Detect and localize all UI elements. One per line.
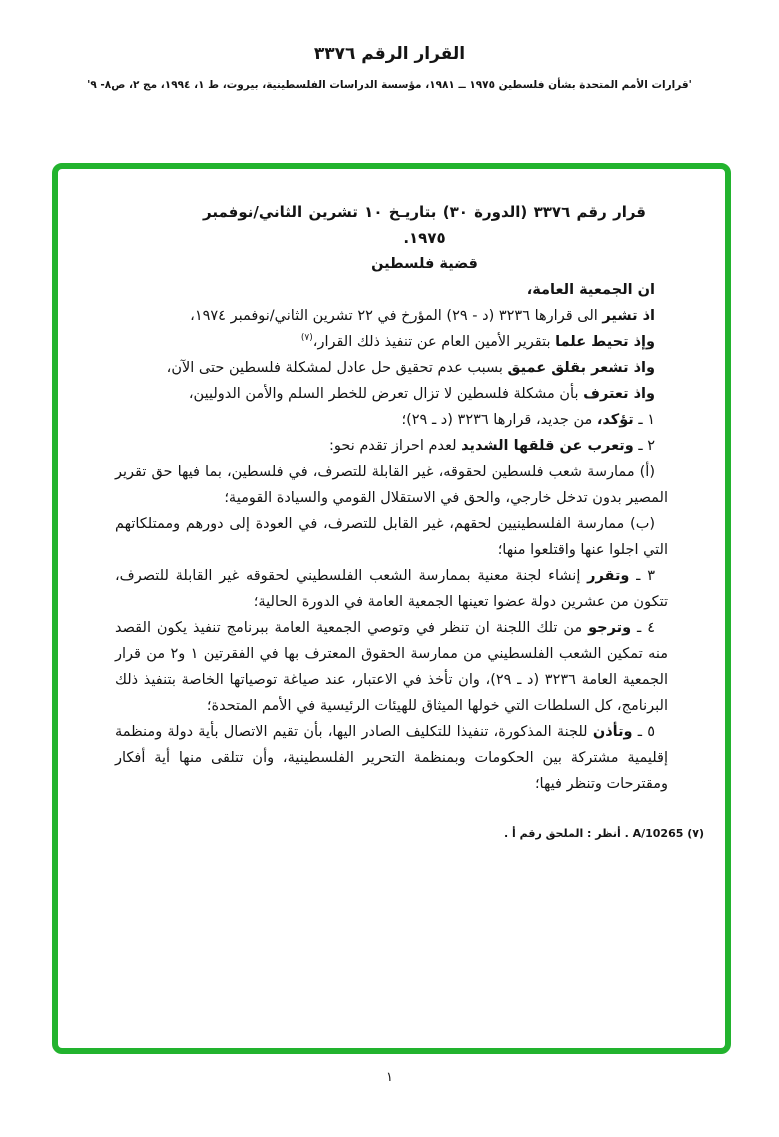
paragraph: ان الجمعية العامة،	[526, 282, 655, 298]
paragraph: وإذ تحيط علما بتقرير الأمين العام عن تنفيذ ذلك القرار،$^{(٧)}$	[300, 333, 655, 350]
paragraph: ٤ ـ وترجو من تلك اللجنة ان تنظر في وتوصي الجمعية العامة ببرنامج تنفيذ يكون القصد منه تمكين الشعب الفلسطيني من ممارسة الحقوق المعترف بها في الفقرتين ١ و٢ من قرار الجمعية العامة ٣٢٣٦ (د ـ ٢٩)، وان تأخذ في الاعتبار، عند صياغة توصياتها الخاصة بتنفيذ ذلك البرنامج، كل السلطات التي خولها الميثاق للهيئات الرئيسية في الأمم المتحدة؛	[115, 620, 668, 714]
resolution-heading	[203, 199, 646, 251]
paragraph: ٣ ـ وتقرر إنشاء لجنة معنية بممارسة الشعب الفلسطيني لحقوقه غير القابلة للتصرف، تتكون من عشرين دولة عضوا تعينها الجمعية العامة في الدورة الحالية؛	[115, 568, 668, 610]
paragraph: (أ) ممارسة شعب فلسطين لحقوقه، غير القابلة للتصرف، في فلسطين، بما فيها حق تقرير المصير بدون تدخل خارجي، والحق في الاستقلال القومي والسيادة القومية؛	[115, 464, 668, 506]
page-number: ١	[386, 1070, 393, 1085]
paragraphs	[115, 277, 668, 797]
footnote: (٧) A/10265 . أنظر : الملحق رقم أ .	[504, 827, 704, 840]
highlight-frame	[52, 163, 731, 1054]
paragraph: واذ تعترف بأن مشكلة فلسطين لا تزال تعرض للخطر السلم والأمن الدوليين،	[188, 386, 655, 402]
paragraph: واذ تشعر بقلق عميق بسبب عدم تحقيق حل عادل لمشكلة فلسطين حتى الآن،	[166, 360, 655, 376]
paragraph: ١ ـ تؤكد، من جديد، قرارها ٣٢٣٦ (د ـ ٢٩)؛	[401, 412, 655, 428]
paragraph: ٥ ـ وتأذن للجنة المذكورة، تنفيذا للتكليف الصادر اليها، بأن تقيم الاتصال بأية دولة ومنظمة إقليمية مشتركة بين الحكومات وبمنظمة التحرير الفلسطينية، وأن تتلقى منها أية أفكار ومقترحات وتنظر فيها؛	[115, 724, 668, 792]
page-title: القرار الرقم ٣٣٧٦	[313, 44, 466, 64]
resolution-heading-line1: قرار رقم ٣٣٧٦ (الدورة ٣٠) بتاريـخ ١٠ تشرين الثاني/نوفمبر	[203, 203, 646, 221]
paragraph: اذ تشير الى قرارها ٣٢٣٦ (د - ٢٩) المؤرخ في ٢٢ تشرين الثاني/نوفمبر ١٩٧٤،	[190, 308, 655, 324]
document-page	[0, 44, 779, 1137]
source-citation: 'قرارات الأمم المتحدة بشأن فلسطين ١٩٧٥ ــ ١٩٨١، مؤسسة الدراسات الفلسطينية، بيروت، ط ١، ١٩٩٤، مج ٢، ص٨- ٩'	[87, 79, 692, 91]
paragraph: (ب) ممارسة الفلسطينيين لحقهم، غير القابل للتصرف، في العودة إلى دورهم وممتلكاتهم التي اجلوا عنها واقتلعوا منها؛	[115, 516, 668, 558]
paragraph: ٢ ـ وتعرب عن قلقها الشديد لعدم احراز تقدم نحو:	[328, 438, 655, 454]
resolution-heading-line2: ١٩٧٥.	[403, 229, 446, 247]
resolution-subject: قضية فلسطين	[371, 256, 478, 272]
